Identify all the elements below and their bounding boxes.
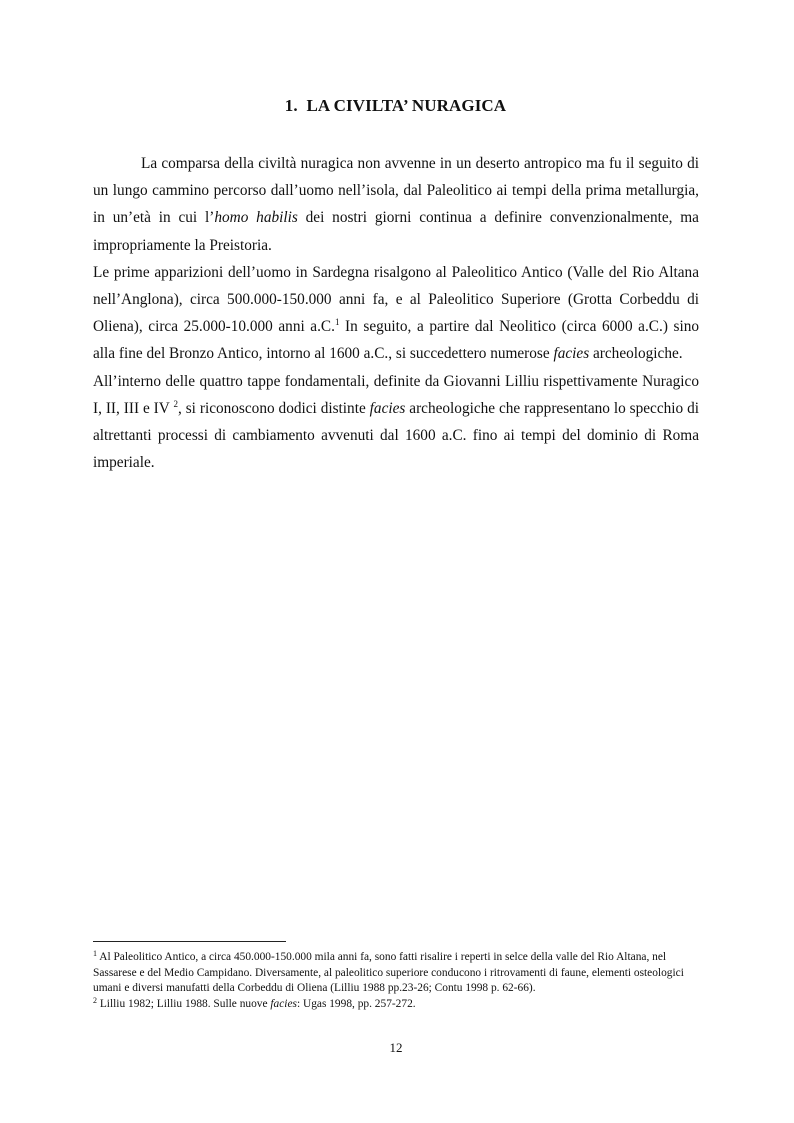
footnote-ref-2[interactable]: 2 [173, 398, 178, 409]
paragraph-2-continued: In seguito, a partire dal Neolitico (circa 6000 a.C.) sino alla fine del Bronzo Antico, intorno al 1600 a.C., si succedettero numerose [93, 318, 700, 363]
paragraph-1 [93, 150, 699, 259]
footnote-1-number: 1 [93, 949, 97, 958]
body-text [93, 150, 699, 476]
footnotes [93, 950, 699, 1012]
footnote-ref-1[interactable]: 1 [334, 317, 340, 328]
paragraph-2-end: archeologiche. [589, 345, 683, 363]
footnote-1-text: Al Paleolitico Antico, a circa 450.000-150.000 mila anni fa, sono fatti risalire i reperti in selce della valle del Rio Altana, nel Sassarese e del Medio Campidano. Diversamente, al paleolitico superiore conducono i ritrovamenti di faune, elementi osteologici umani e diversi manufatti della Corbeddu di Oliena (Lilliu 1988 pp.23-26; Contu 1998 p. 62-66). [93, 951, 684, 995]
footnote-2-number: 2 [93, 995, 97, 1005]
footnote-2-end: : Ugas 1998, pp. 257-272. [296, 997, 416, 1010]
paragraph-1-italic: homo habilis [214, 209, 298, 227]
paragraph-3-text: All’interno delle quattro tappe fondamentali, definite da Giovanni Lilliu rispettivamente Nuragico I, II, III e IV [93, 372, 699, 417]
paragraph-3-italic: facies [369, 399, 406, 417]
paragraph-1-end: dei nostri giorni continua a definire convenzionalmente, ma impropriamente la Preistoria. [93, 209, 699, 254]
paragraph-3 [93, 368, 699, 477]
footnote-separator [93, 941, 286, 942]
chapter-heading [93, 96, 698, 116]
paragraph-2-text: Le prime apparizioni dell’uomo in Sardegna risalgono al Paleolitico Antico (Valle del Rio Altana nell’Anglona), circa 500.000-150.000 anni fa, e al Paleolitico Superiore (Grotta Corbeddu di Oliena), circa 25.000-10.000 anni a.C. [93, 263, 699, 336]
footnote-2-italic: facies [270, 997, 297, 1010]
footnote-1 [93, 950, 699, 997]
paragraph-3-end: archeologiche che rappresentano lo specchio di altrettanti processi di cambiamento avvenuti dal 1600 a.C. fino ai tempi del dominio di Roma imperiale. [93, 399, 700, 472]
chapter-title: LA CIVILTA’ NURAGICA [306, 96, 507, 115]
page-number: 12 [389, 1040, 403, 1055]
footnote-2-text: Lilliu 1982; Lilliu 1988. Sulle nuove [97, 997, 271, 1010]
paragraph-1-text: La comparsa della civiltà nuragica non avvenne in un deserto antropico ma fu il seguito di un lungo cammino percorso dall’uomo nell’isola, dal Paleolitico ai tempi della prima metallurgia, in un’età in cui l’ [93, 155, 699, 227]
chapter-number: 1. [284, 96, 298, 115]
paragraph-3-continued: , si riconoscono dodici distinte [177, 399, 370, 417]
paragraph-2-italic: facies [553, 345, 590, 363]
footnote-2 [93, 997, 699, 1013]
paragraph-2 [93, 259, 699, 368]
